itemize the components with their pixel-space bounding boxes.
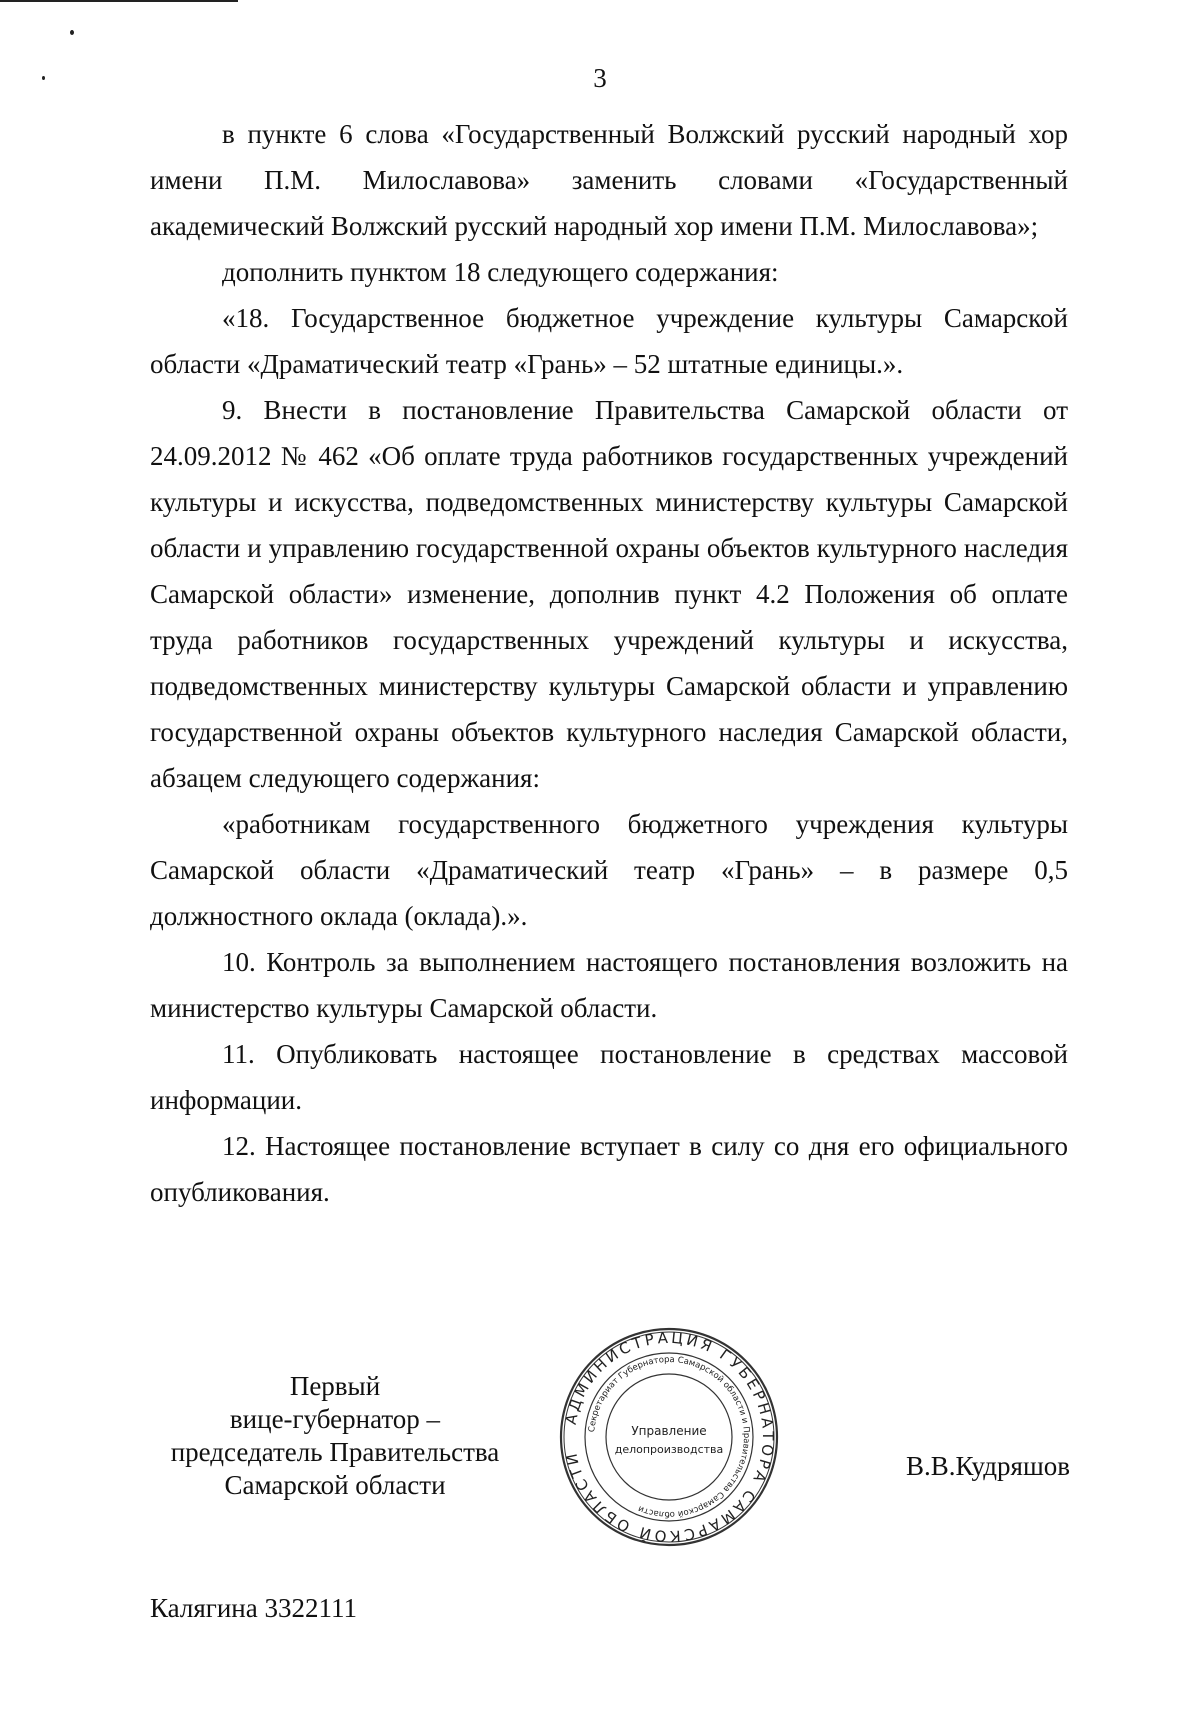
paragraph-item-9: 9. Внести в постановление Правительства Самарской области от 24.09.2012 № 462 «Об оплате труда работников государственных учреждений культуры и искусства, подведомственных министерству культуры Самарской области и управлению государственной охраны объектов культурного наследия Самарской области» изменение, дополнив пункт 4.2 Положения об оплате труда работников государственных учреждений культуры и искусства, подведомственных министерству культуры Самарской области и управлению государственной охраны объектов культурного наследия Самарской области, абзацем следующего содержания: bbox=[150, 395, 1068, 793]
seal-center-line-2: делопроизводства bbox=[614, 1443, 724, 1456]
signer-title-line: Самарской области bbox=[224, 1470, 446, 1500]
page-number: 3 bbox=[593, 63, 607, 93]
paragraph-point-18-text: «18. Государственное бюджетное учреждение культуры Самарской области «Драматический театр «Грань» – 52 штатные единицы.». bbox=[150, 303, 1068, 379]
paragraph-item-11: 11. Опубликовать настоящее постановление в средствах массовой информации. bbox=[150, 1039, 1068, 1115]
signer-name: В.В.Кудряшов bbox=[906, 1451, 1070, 1481]
paragraph-add-point-18: дополнить пунктом 18 следующего содержания: bbox=[222, 257, 779, 287]
executor-contact: Калягина 3322111 bbox=[150, 1593, 357, 1623]
signer-title-line: Первый bbox=[289, 1371, 381, 1401]
seal-outer-text: АДМИНИСТРАЦИЯ ГУБЕРНАТОРА САМАРСКОЙ ОБЛАСТИ bbox=[561, 1328, 778, 1546]
paragraph-item-12: 12. Настоящее постановление вступает в силу со дня его официального опубликования. bbox=[150, 1131, 1068, 1207]
paragraph-point-6-amendment: в пункте 6 слова «Государственный Волжский русский народный хор имени П.М. Милославова» заменить словами «Государственный академический Волжский русский народный хор имени П.М. Милославова»; bbox=[150, 119, 1068, 241]
signer-title-line: вице-губернатор – bbox=[229, 1404, 441, 1434]
seal-center-line-1: Управление bbox=[631, 1424, 707, 1438]
paragraph-item-9-quote: «работникам государственного бюджетного учреждения культуры Самарской области «Драматический театр «Грань» – в размере 0,5 должностного оклада (оклада).». bbox=[150, 809, 1068, 931]
seal-graphic bbox=[557, 1325, 781, 1549]
seal-inner-text: Секретариат Губернатора Самарской области и Правительства Самарской области bbox=[587, 1354, 752, 1520]
official-seal bbox=[557, 1325, 781, 1549]
paragraph-item-10: 10. Контроль за выполнением настоящего постановления возложить на министерство культуры Самарской области. bbox=[150, 947, 1068, 1023]
signer-title bbox=[150, 1370, 520, 1502]
signer-title-line: председатель Правительства bbox=[170, 1437, 500, 1467]
